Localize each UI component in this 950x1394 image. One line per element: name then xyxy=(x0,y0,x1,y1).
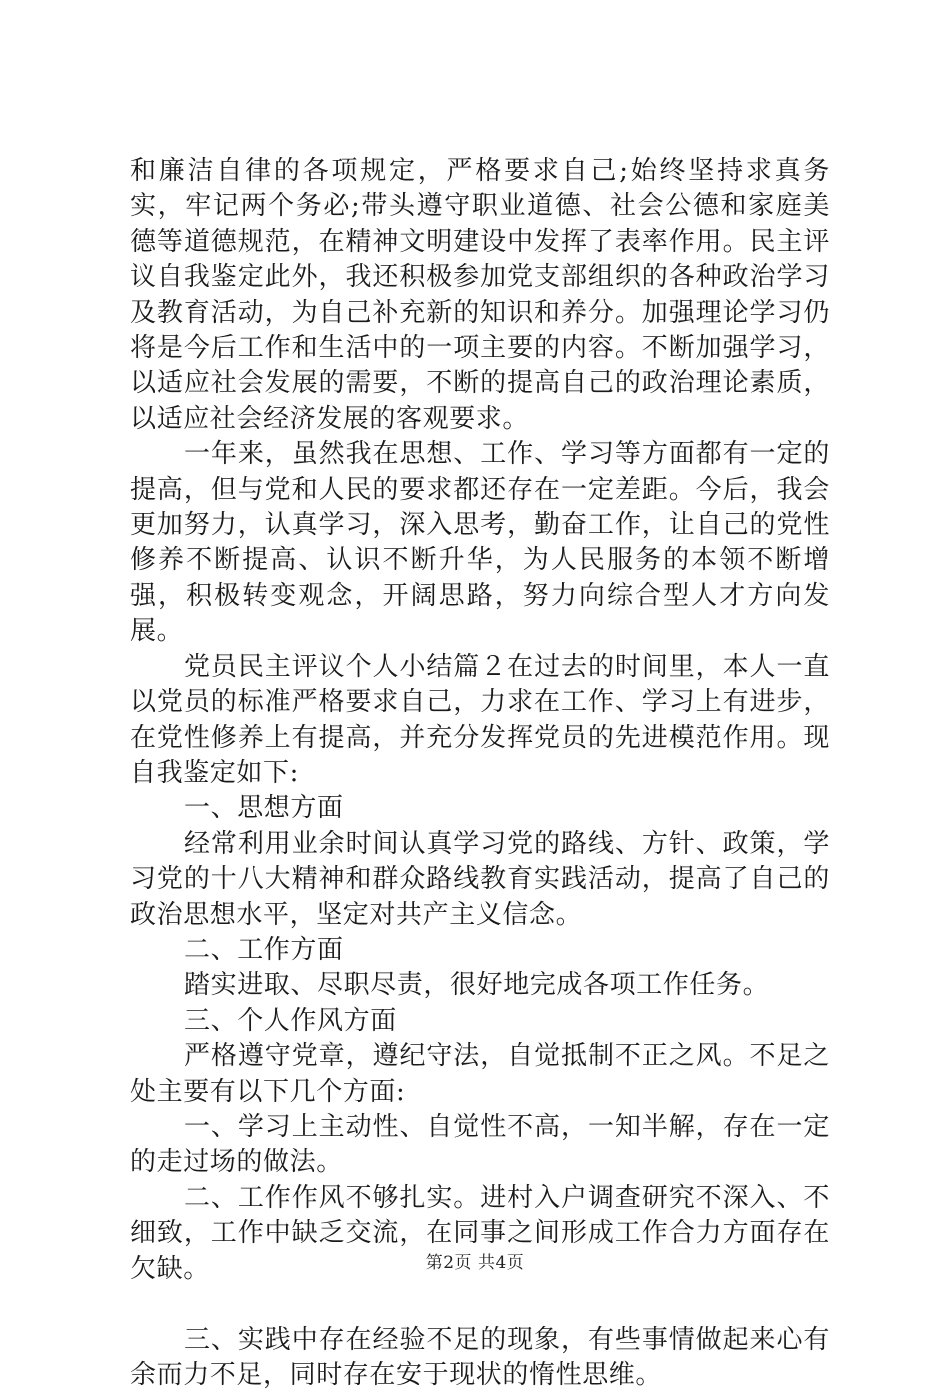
section-heading-thought: 一、思想方面 xyxy=(184,793,344,824)
paragraph-style: 严格遵守党章，遵纪守法，自觉抵制不正之风。不足之处主要有以下几个方面: xyxy=(130,1041,830,1107)
paragraph-work: 踏实进取、尽职尽责，很好地完成各项工作任务。 xyxy=(184,970,770,1001)
page-number: 第2页 共4页 xyxy=(425,1253,525,1273)
paragraph-shortcoming-2: 二、工作作风不够扎实。进村入户调查研究不深入、不细致，工作中缺乏交流，在同事之间形成工作合力方面存在欠缺。 xyxy=(130,1182,830,1284)
blank-line xyxy=(130,1287,830,1323)
paragraph-shortcoming-3: 三、实践中存在经验不足的现象，有些事情做起来心有余而力不足，同时存在安于现状的惰性思维。 xyxy=(130,1325,830,1391)
section-heading-style: 三、个人作风方面 xyxy=(184,1005,397,1036)
paragraph-shortcoming-1: 一、学习上主动性、自觉性不高，一知半解，存在一定的走过场的做法。 xyxy=(130,1111,830,1178)
document-body xyxy=(130,154,830,1394)
section-heading-work: 二、工作方面 xyxy=(184,934,344,965)
paragraph-continuation: 和廉洁自律的各项规定，严格要求自己;始终坚持求真务实，牢记两个务必;带头遵守职业道德、社会公德和家庭美德等道德规范，在精神文明建设中发挥了表率作用。民主评议自我鉴定此外，我还积极参加党支部组织的各种政治学习及教育活动，为自己补充新的知识和养分。加强理论学习仍将是今后工作和生活中的一项主要的内容。不断加强学习，以适应社会发展的需要，不断的提高自己的政治理论素质，以适应社会经济发展的客观要求。 xyxy=(130,156,830,434)
paragraph-summary: 一年来，虽然我在思想、工作、学习等方面都有一定的提高，但与党和人民的要求都还存在一定差距。今后，我会更加努力，认真学习，深入思考，勤奋工作，让自己的党性修养不断提高、认识不断升华，为人民服务的本领不断增强，积极转变观念，开阔思路，努力向综合型人才方向发展。 xyxy=(130,439,830,647)
paragraph-intro: 党员民主评议个人小结篇２在过去的时间里，本人一直以党员的标准严格要求自己，力求在工作、学习上有进步，在党性修养上有提高，并充分发挥党员的先进模范作用。现自我鉴定如下: xyxy=(130,651,830,788)
paragraph-thought: 经常利用业余时间认真学习党的路线、方针、政策，学习党的十八大精神和群众路线教育实践活动，提高了自己的政治思想水平，坚定对共产主义信念。 xyxy=(130,828,830,930)
